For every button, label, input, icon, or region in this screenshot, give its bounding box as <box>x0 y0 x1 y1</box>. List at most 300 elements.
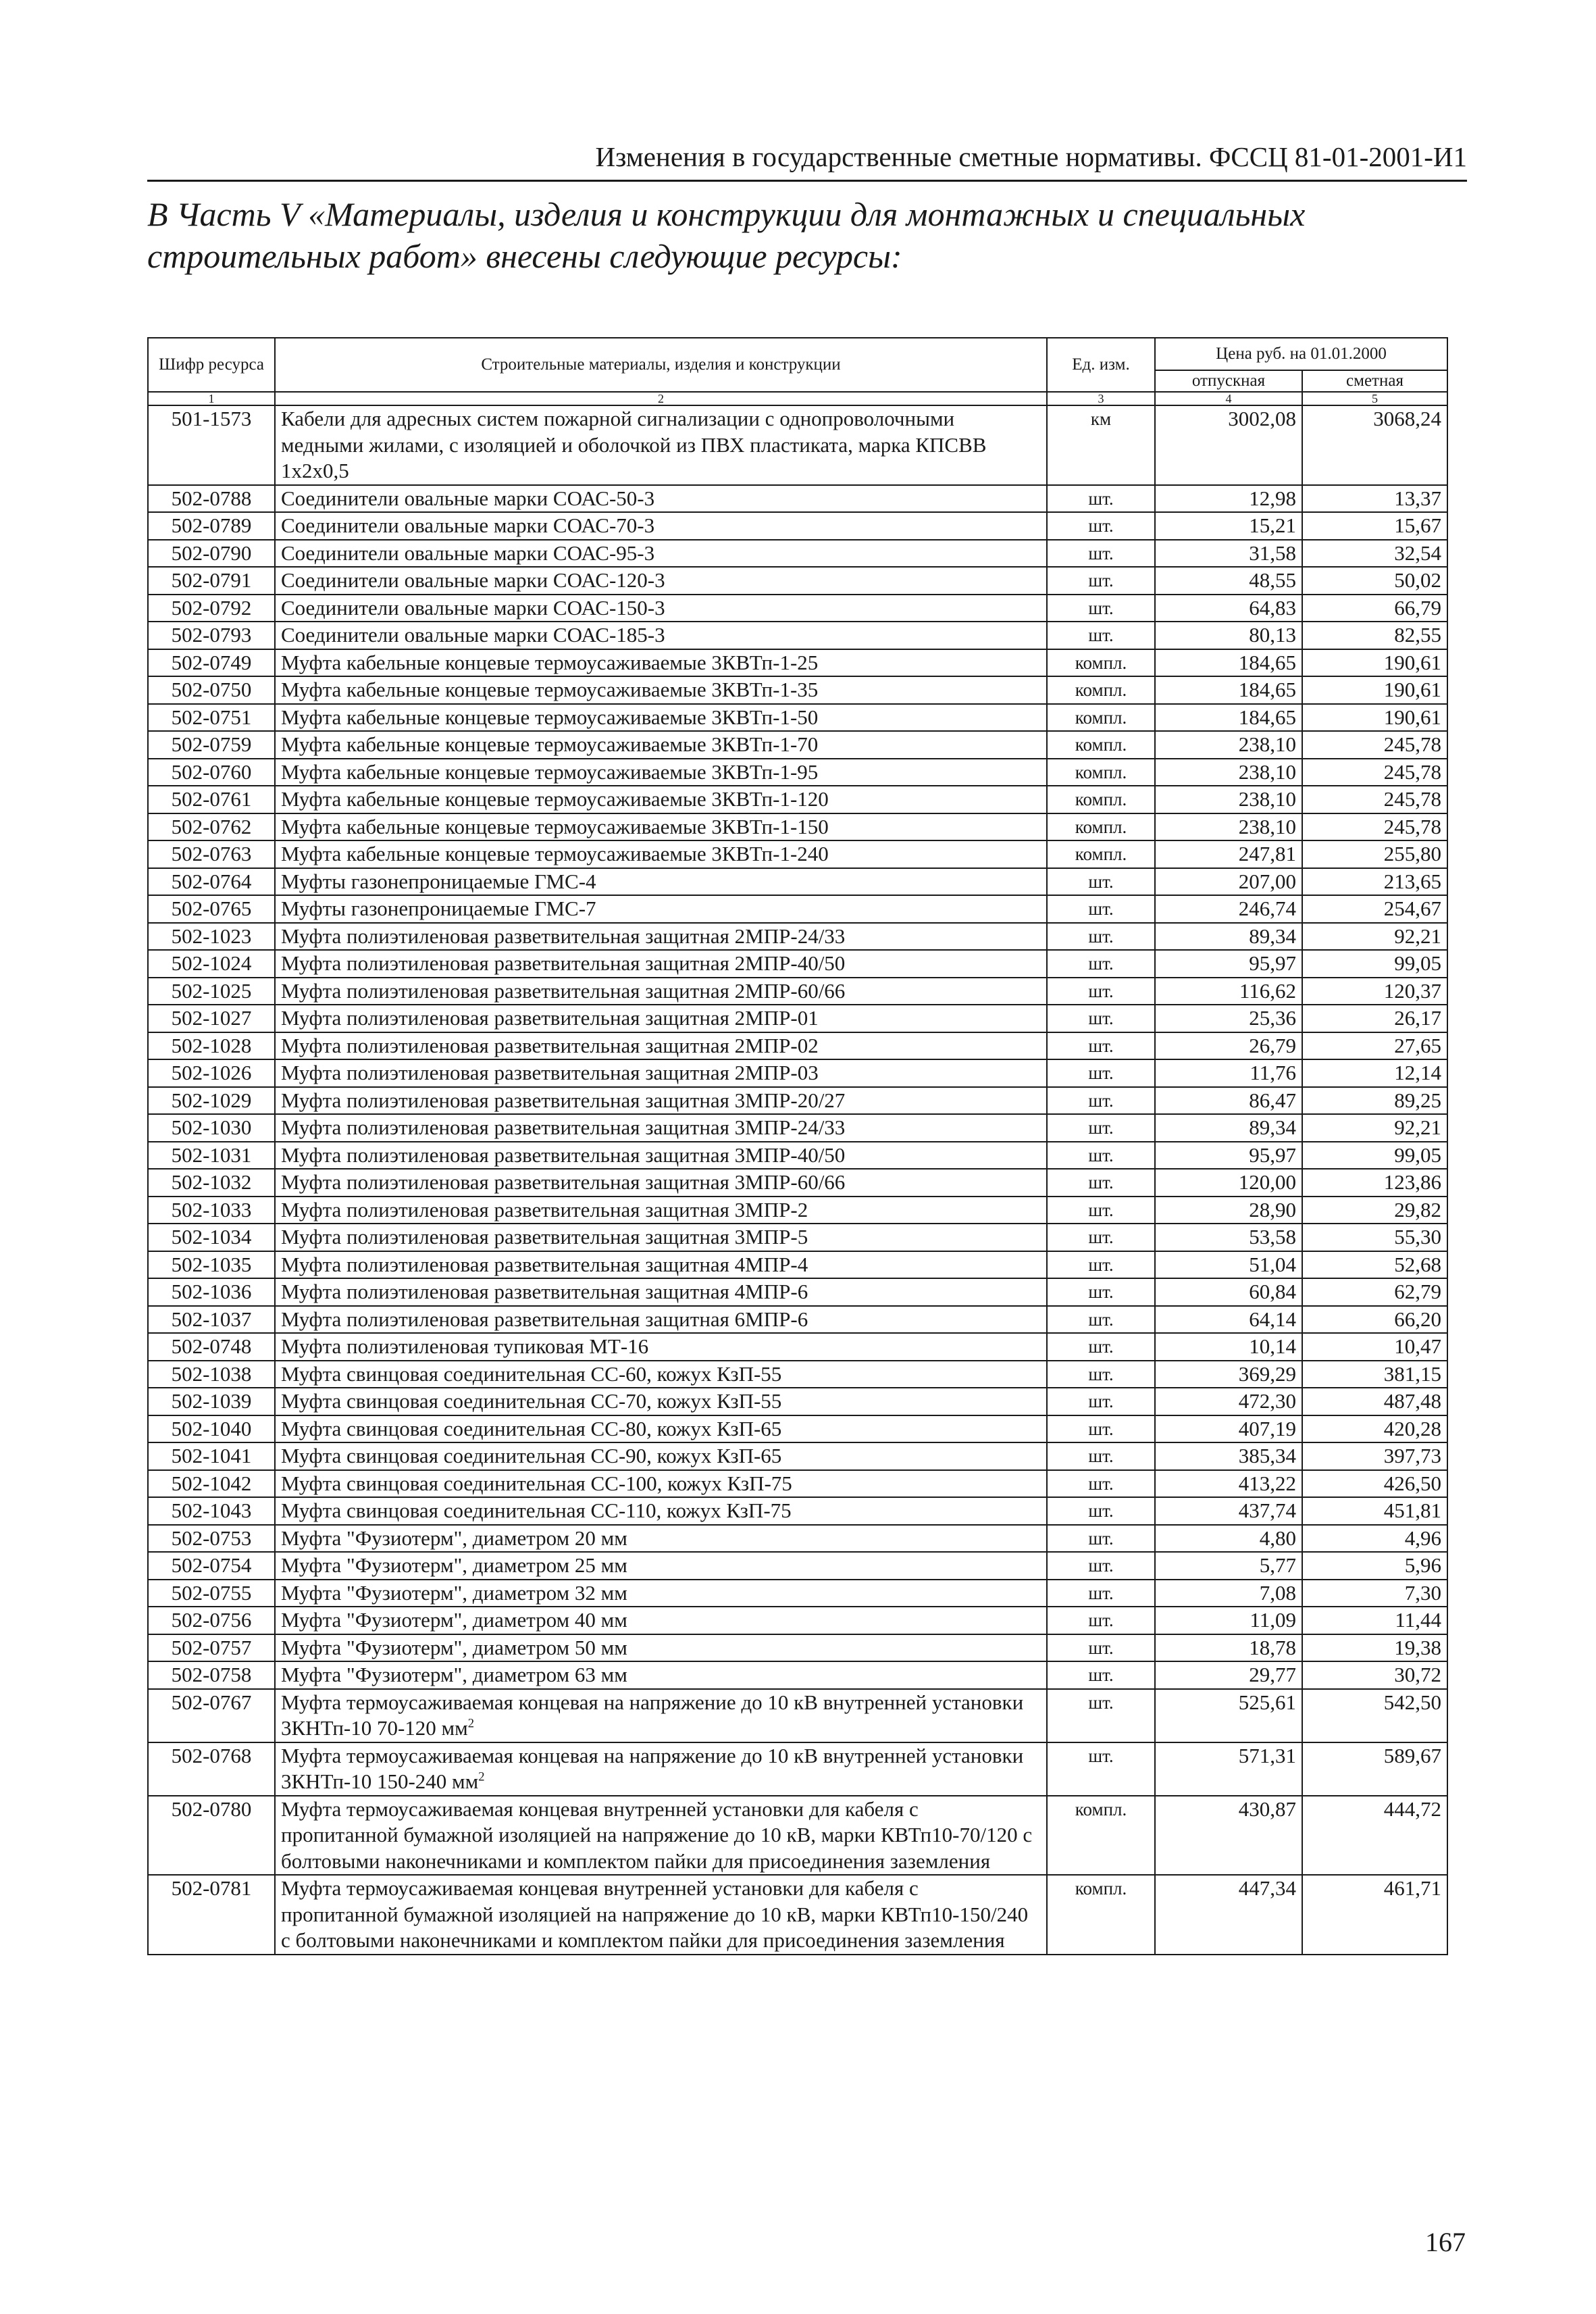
cell-unit: шт. <box>1047 540 1155 568</box>
cell-code: 502-1027 <box>148 1005 275 1032</box>
cell-code: 502-1037 <box>148 1306 275 1334</box>
cell-name: Муфта полиэтиленовая разветвительная защитная 2МПР-24/33 <box>275 923 1047 951</box>
table-row <box>148 485 1447 513</box>
cell-code: 502-0788 <box>148 485 275 513</box>
cell-price-estimate: 99,05 <box>1302 1142 1447 1169</box>
cell-price-release: 10,14 <box>1155 1333 1302 1361</box>
table-row <box>148 1197 1447 1224</box>
cell-code: 502-1029 <box>148 1087 275 1115</box>
cell-price-estimate: 32,54 <box>1302 540 1447 568</box>
cell-price-estimate: 27,65 <box>1302 1032 1447 1060</box>
table-row <box>148 1552 1447 1580</box>
col-number: 5 <box>1302 392 1447 405</box>
table-row <box>148 622 1447 649</box>
cell-code: 502-0762 <box>148 813 275 841</box>
cell-name: Муфта кабельные концевые термоусаживаемые 3КВТп-1-35 <box>275 676 1047 704</box>
cell-unit: шт. <box>1047 1689 1155 1742</box>
cell-name: Соединители овальные марки СОАС-150-3 <box>275 595 1047 622</box>
cell-price-release: 25,36 <box>1155 1005 1302 1032</box>
table-row <box>148 1333 1447 1361</box>
cell-price-release: 95,97 <box>1155 950 1302 978</box>
cell-unit: шт. <box>1047 1224 1155 1251</box>
cell-price-estimate: 254,67 <box>1302 895 1447 923</box>
cell-unit: шт. <box>1047 512 1155 540</box>
cell-name: Муфта кабельные концевые термоусаживаемые 3КВТп-1-50 <box>275 704 1047 732</box>
cell-price-release: 207,00 <box>1155 868 1302 896</box>
cell-name: Муфта полиэтиленовая разветвительная защитная 6МПР-6 <box>275 1306 1047 1334</box>
cell-price-release: 12,98 <box>1155 485 1302 513</box>
cell-name: Муфта полиэтиленовая разветвительная защитная 3МПР-2 <box>275 1197 1047 1224</box>
table-row <box>148 649 1447 677</box>
table-row <box>148 978 1447 1005</box>
cell-unit: шт. <box>1047 1525 1155 1553</box>
cell-name: Муфта "Фузиотерм", диаметром 20 мм <box>275 1525 1047 1553</box>
table-row <box>148 1169 1447 1197</box>
cell-name: Муфта полиэтиленовая разветвительная защитная 2МПР-02 <box>275 1032 1047 1060</box>
cell-unit: шт. <box>1047 1497 1155 1525</box>
cell-price-estimate: 11,44 <box>1302 1607 1447 1634</box>
cell-unit: шт. <box>1047 1470 1155 1498</box>
table-row <box>148 1251 1447 1279</box>
cell-name: Муфта термоусаживаемая концевая на напряжение до 10 кВ внутренней установки 3КНТп-10 70-120 $мм^2$ <box>275 1689 1047 1742</box>
cell-price-estimate: 55,30 <box>1302 1224 1447 1251</box>
cell-price-release: 437,74 <box>1155 1497 1302 1525</box>
table-row <box>148 1634 1447 1662</box>
cell-name: Муфта полиэтиленовая разветвительная защитная 3МПР-24/33 <box>275 1114 1047 1142</box>
cell-name: Соединители овальные марки СОАС-50-3 <box>275 485 1047 513</box>
cell-unit: шт. <box>1047 1032 1155 1060</box>
cell-code: 502-0758 <box>148 1661 275 1689</box>
col-number: 1 <box>148 392 275 405</box>
cell-unit: шт. <box>1047 1742 1155 1796</box>
cell-unit: шт. <box>1047 1251 1155 1279</box>
table-row <box>148 759 1447 786</box>
cell-code: 502-0753 <box>148 1525 275 1553</box>
table-row <box>148 1525 1447 1553</box>
cell-name: Муфта полиэтиленовая разветвительная защитная 3МПР-60/66 <box>275 1169 1047 1197</box>
col-header-price-group: Цена руб. на 01.01.2000 <box>1155 338 1447 370</box>
cell-price-release: 28,90 <box>1155 1197 1302 1224</box>
cell-price-estimate: 120,37 <box>1302 978 1447 1005</box>
cell-price-estimate: 19,38 <box>1302 1634 1447 1662</box>
cell-name: Муфты газонепроницаемые ГМС-4 <box>275 868 1047 896</box>
cell-price-estimate: 29,82 <box>1302 1197 1447 1224</box>
table-row <box>148 840 1447 868</box>
table-row <box>148 1114 1447 1142</box>
cell-price-release: 89,34 <box>1155 1114 1302 1142</box>
cell-name: Муфта свинцовая соединительная СС-110, кожух КзП-75 <box>275 1497 1047 1525</box>
resources-table <box>147 337 1448 1955</box>
cell-code: 502-0780 <box>148 1796 275 1876</box>
cell-price-estimate: 451,81 <box>1302 1497 1447 1525</box>
cell-unit: шт. <box>1047 1169 1155 1197</box>
cell-name: Соединители овальные марки СОАС-185-3 <box>275 622 1047 649</box>
cell-name: Муфта кабельные концевые термоусаживаемые 3КВТп-1-240 <box>275 840 1047 868</box>
cell-code: 502-1030 <box>148 1114 275 1142</box>
table-row <box>148 1005 1447 1032</box>
table-row <box>148 786 1447 813</box>
cell-unit: шт. <box>1047 595 1155 622</box>
cell-code: 502-1040 <box>148 1415 275 1443</box>
page-number: 167 <box>1425 2227 1466 2257</box>
cell-price-estimate: 89,25 <box>1302 1087 1447 1115</box>
cell-unit: компл. <box>1047 1875 1155 1955</box>
cell-price-release: 247,81 <box>1155 840 1302 868</box>
cell-code: 502-1036 <box>148 1278 275 1306</box>
cell-price-estimate: 190,61 <box>1302 704 1447 732</box>
cell-price-release: 18,78 <box>1155 1634 1302 1662</box>
cell-price-estimate: 3068,24 <box>1302 405 1447 485</box>
cell-unit: шт. <box>1047 868 1155 896</box>
cell-code: 502-0790 <box>148 540 275 568</box>
cell-code: 502-0781 <box>148 1875 275 1955</box>
table-row <box>148 923 1447 951</box>
cell-price-estimate: 123,86 <box>1302 1169 1447 1197</box>
cell-name: Муфта кабельные концевые термоусаживаемые 3КВТп-1-150 <box>275 813 1047 841</box>
cell-price-estimate: 444,72 <box>1302 1796 1447 1876</box>
cell-price-release: 369,29 <box>1155 1361 1302 1388</box>
cell-code: 502-1023 <box>148 923 275 951</box>
table-row <box>148 595 1447 622</box>
cell-code: 502-1032 <box>148 1169 275 1197</box>
cell-price-estimate: 99,05 <box>1302 950 1447 978</box>
cell-unit: компл. <box>1047 813 1155 841</box>
cell-name: Муфта кабельные концевые термоусаживаемые 3КВТп-1-120 <box>275 786 1047 813</box>
table-row <box>148 1689 1447 1742</box>
table-body <box>148 405 1447 1955</box>
cell-unit: компл. <box>1047 840 1155 868</box>
cell-unit: шт. <box>1047 485 1155 513</box>
cell-price-release: 571,31 <box>1155 1742 1302 1796</box>
cell-name: Муфта "Фузиотерм", диаметром 63 мм <box>275 1661 1047 1689</box>
cell-price-release: 31,58 <box>1155 540 1302 568</box>
cell-unit: шт. <box>1047 1388 1155 1415</box>
table-row <box>148 540 1447 568</box>
col-header-unit: Ед. изм. <box>1047 338 1155 392</box>
cell-code: 502-0748 <box>148 1333 275 1361</box>
cell-unit: шт. <box>1047 1607 1155 1634</box>
cell-name: Муфты газонепроницаемые ГМС-7 <box>275 895 1047 923</box>
cell-price-estimate: 426,50 <box>1302 1470 1447 1498</box>
cell-name: Муфта "Фузиотерм", диаметром 32 мм <box>275 1580 1047 1607</box>
table-row <box>148 950 1447 978</box>
cell-code: 502-1031 <box>148 1142 275 1169</box>
cell-code: 502-1039 <box>148 1388 275 1415</box>
cell-price-release: 86,47 <box>1155 1087 1302 1115</box>
cell-price-estimate: 461,71 <box>1302 1875 1447 1955</box>
cell-price-estimate: 26,17 <box>1302 1005 1447 1032</box>
table-row <box>148 1361 1447 1388</box>
cell-name: Муфта полиэтиленовая разветвительная защитная 2МПР-03 <box>275 1059 1047 1087</box>
cell-unit: шт. <box>1047 1634 1155 1662</box>
cell-unit: шт. <box>1047 622 1155 649</box>
col-number: 2 <box>275 392 1047 405</box>
cell-unit: шт. <box>1047 895 1155 923</box>
cell-unit: шт. <box>1047 978 1155 1005</box>
cell-price-release: 48,55 <box>1155 567 1302 595</box>
table-row <box>148 731 1447 759</box>
cell-price-estimate: 15,67 <box>1302 512 1447 540</box>
cell-price-estimate: 245,78 <box>1302 813 1447 841</box>
cell-code: 502-1043 <box>148 1497 275 1525</box>
cell-price-release: 447,34 <box>1155 1875 1302 1955</box>
cell-price-estimate: 381,15 <box>1302 1361 1447 1388</box>
cell-name: Соединители овальные марки СОАС-120-3 <box>275 567 1047 595</box>
cell-price-release: 184,65 <box>1155 704 1302 732</box>
cell-price-release: 184,65 <box>1155 649 1302 677</box>
cell-price-estimate: 12,14 <box>1302 1059 1447 1087</box>
cell-unit: шт. <box>1047 1415 1155 1443</box>
cell-code: 502-0750 <box>148 676 275 704</box>
cell-price-estimate: 245,78 <box>1302 759 1447 786</box>
cell-price-release: 184,65 <box>1155 676 1302 704</box>
cell-name: Кабели для адресных систем пожарной сигнализации с однопроволочными медными жилами, с изоляцией и оболочкой из ПВХ пластиката, марка КПСВВ 1х2х0,5 <box>275 405 1047 485</box>
cell-price-estimate: 420,28 <box>1302 1415 1447 1443</box>
cell-code: 502-1035 <box>148 1251 275 1279</box>
cell-unit: шт. <box>1047 1442 1155 1470</box>
cell-price-release: 238,10 <box>1155 759 1302 786</box>
cell-code: 502-0765 <box>148 895 275 923</box>
cell-price-release: 407,19 <box>1155 1415 1302 1443</box>
table-row <box>148 1278 1447 1306</box>
cell-price-release: 64,83 <box>1155 595 1302 622</box>
header-rule <box>147 180 1467 182</box>
table-row <box>148 895 1447 923</box>
cell-price-release: 116,62 <box>1155 978 1302 1005</box>
cell-price-release: 238,10 <box>1155 731 1302 759</box>
cell-name: Муфта термоусаживаемая концевая внутренней установки для кабеля с пропитанной бумажной изоляцией на напряжение до 10 кВ, марки КВТп10-150/240 с болтовыми наконечниками и комплектом пайки для присоединения заземления <box>275 1875 1047 1955</box>
cell-price-release: 472,30 <box>1155 1388 1302 1415</box>
table-row <box>148 1415 1447 1443</box>
cell-price-release: 3002,08 <box>1155 405 1302 485</box>
cell-name: Муфта свинцовая соединительная СС-90, кожух КзП-65 <box>275 1442 1047 1470</box>
cell-name: Муфта кабельные концевые термоусаживаемые 3КВТп-1-95 <box>275 759 1047 786</box>
cell-name: Муфта полиэтиленовая разветвительная защитная 4МПР-4 <box>275 1251 1047 1279</box>
cell-price-estimate: 30,72 <box>1302 1661 1447 1689</box>
col-number: 4 <box>1155 392 1302 405</box>
cell-code: 502-1024 <box>148 950 275 978</box>
cell-code: 502-0757 <box>148 1634 275 1662</box>
table-row <box>148 1470 1447 1498</box>
cell-unit: шт. <box>1047 1306 1155 1334</box>
cell-unit: шт. <box>1047 1087 1155 1115</box>
cell-unit: компл. <box>1047 786 1155 813</box>
table-row <box>148 405 1447 485</box>
cell-price-estimate: 487,48 <box>1302 1388 1447 1415</box>
cell-price-estimate: 255,80 <box>1302 840 1447 868</box>
cell-price-estimate: 190,61 <box>1302 649 1447 677</box>
cell-name: Муфта полиэтиленовая разветвительная защитная 3МПР-20/27 <box>275 1087 1047 1115</box>
table-row <box>148 1306 1447 1334</box>
cell-price-release: 385,34 <box>1155 1442 1302 1470</box>
table-row <box>148 1580 1447 1607</box>
col-header-code: Шифр ресурса <box>148 338 275 392</box>
cell-code: 502-1028 <box>148 1032 275 1060</box>
cell-name: Муфта полиэтиленовая тупиковая МТ-16 <box>275 1333 1047 1361</box>
cell-price-release: 53,58 <box>1155 1224 1302 1251</box>
cell-name: Муфта свинцовая соединительная СС-100, кожух КзП-75 <box>275 1470 1047 1498</box>
cell-name: Муфта кабельные концевые термоусаживаемые 3КВТп-1-25 <box>275 649 1047 677</box>
cell-price-release: 80,13 <box>1155 622 1302 649</box>
cell-price-release: 238,10 <box>1155 813 1302 841</box>
cell-price-estimate: 92,21 <box>1302 923 1447 951</box>
cell-price-release: 15,21 <box>1155 512 1302 540</box>
cell-price-estimate: 50,02 <box>1302 567 1447 595</box>
cell-code: 502-0763 <box>148 840 275 868</box>
cell-code: 502-0789 <box>148 512 275 540</box>
cell-price-release: 120,00 <box>1155 1169 1302 1197</box>
intro-paragraph: В Часть V «Материалы, изделия и конструкции для монтажных и специальных строительных работ» внесены следующие ресурсы: <box>147 195 1306 275</box>
cell-unit: шт. <box>1047 1059 1155 1087</box>
table-row <box>148 1032 1447 1060</box>
cell-name: Муфта полиэтиленовая разветвительная защитная 2МПР-60/66 <box>275 978 1047 1005</box>
cell-code: 502-0791 <box>148 567 275 595</box>
cell-unit: шт. <box>1047 1142 1155 1169</box>
cell-price-release: 51,04 <box>1155 1251 1302 1279</box>
cell-price-estimate: 5,96 <box>1302 1552 1447 1580</box>
table-row <box>148 567 1447 595</box>
cell-price-release: 413,22 <box>1155 1470 1302 1498</box>
table-row <box>148 704 1447 732</box>
cell-price-estimate: 4,96 <box>1302 1525 1447 1553</box>
table-row <box>148 1087 1447 1115</box>
cell-name: Муфта свинцовая соединительная СС-60, кожух КзП-55 <box>275 1361 1047 1388</box>
cell-name: Соединители овальные марки СОАС-95-3 <box>275 540 1047 568</box>
cell-price-estimate: 10,47 <box>1302 1333 1447 1361</box>
cell-price-estimate: 542,50 <box>1302 1689 1447 1742</box>
cell-name: Муфта свинцовая соединительная СС-80, кожух КзП-65 <box>275 1415 1047 1443</box>
cell-name: Муфта "Фузиотерм", диаметром 50 мм <box>275 1634 1047 1662</box>
cell-price-release: 26,79 <box>1155 1032 1302 1060</box>
cell-price-estimate: 589,67 <box>1302 1742 1447 1796</box>
cell-price-estimate: 213,65 <box>1302 868 1447 896</box>
col-header-price-release: отпускная <box>1155 370 1302 392</box>
cell-name: Муфта полиэтиленовая разветвительная защитная 3МПР-40/50 <box>275 1142 1047 1169</box>
cell-price-estimate: 7,30 <box>1302 1580 1447 1607</box>
cell-unit: компл. <box>1047 676 1155 704</box>
col-header-price-estimate: сметная <box>1302 370 1447 392</box>
cell-name: Муфта полиэтиленовая разветвительная защитная 4МПР-6 <box>275 1278 1047 1306</box>
superscript: 2 <box>467 1716 475 1731</box>
cell-price-estimate: 92,21 <box>1302 1114 1447 1142</box>
cell-name: Муфта полиэтиленовая разветвительная защитная 2МПР-01 <box>275 1005 1047 1032</box>
cell-code: 502-0751 <box>148 704 275 732</box>
cell-price-estimate: 66,79 <box>1302 595 1447 622</box>
cell-price-estimate: 245,78 <box>1302 786 1447 813</box>
cell-unit: шт. <box>1047 1361 1155 1388</box>
cell-name: Муфта термоусаживаемая концевая внутренней установки для кабеля с пропитанной бумажной изоляцией на напряжение до 10 кВ, марки КВТп10-70/120 с болтовыми наконечниками и комплектом пайки для присоединения заземления <box>275 1796 1047 1876</box>
cell-price-release: 29,77 <box>1155 1661 1302 1689</box>
table-row <box>148 1742 1447 1796</box>
cell-price-estimate: 245,78 <box>1302 731 1447 759</box>
cell-unit: шт. <box>1047 1552 1155 1580</box>
cell-code: 501-1573 <box>148 405 275 485</box>
cell-code: 502-0749 <box>148 649 275 677</box>
cell-unit: компл. <box>1047 649 1155 677</box>
cell-unit: шт. <box>1047 1661 1155 1689</box>
cell-price-release: 525,61 <box>1155 1689 1302 1742</box>
table-row <box>148 1607 1447 1634</box>
running-header: Изменения в государственные сметные нормативы. ФССЦ 81-01-2001-И1 <box>595 141 1467 172</box>
table-row <box>148 1796 1447 1876</box>
cell-price-release: 95,97 <box>1155 1142 1302 1169</box>
cell-unit: компл. <box>1047 1796 1155 1876</box>
cell-code: 502-0759 <box>148 731 275 759</box>
cell-code: 502-1025 <box>148 978 275 1005</box>
cell-name: Соединители овальные марки СОАС-70-3 <box>275 512 1047 540</box>
cell-price-release: 60,84 <box>1155 1278 1302 1306</box>
cell-code: 502-1041 <box>148 1442 275 1470</box>
cell-price-release: 89,34 <box>1155 923 1302 951</box>
cell-unit: шт. <box>1047 950 1155 978</box>
cell-price-release: 5,77 <box>1155 1552 1302 1580</box>
cell-name: Муфта термоусаживаемая концевая на напряжение до 10 кВ внутренней установки 3КНТп-10 150-240 $мм^2$ <box>275 1742 1047 1796</box>
cell-name: Муфта кабельные концевые термоусаживаемые 3КВТп-1-70 <box>275 731 1047 759</box>
cell-code: 502-0761 <box>148 786 275 813</box>
cell-unit: км <box>1047 405 1155 485</box>
cell-price-estimate: 13,37 <box>1302 485 1447 513</box>
cell-unit: компл. <box>1047 759 1155 786</box>
cell-code: 502-0793 <box>148 622 275 649</box>
cell-unit: шт. <box>1047 1333 1155 1361</box>
table-row <box>148 1875 1447 1955</box>
table-row <box>148 1142 1447 1169</box>
col-header-name: Строительные материалы, изделия и конструкции <box>275 338 1047 392</box>
cell-code: 502-1042 <box>148 1470 275 1498</box>
cell-price-release: 7,08 <box>1155 1580 1302 1607</box>
cell-unit: шт. <box>1047 1278 1155 1306</box>
cell-price-estimate: 62,79 <box>1302 1278 1447 1306</box>
cell-code: 502-0755 <box>148 1580 275 1607</box>
table-row <box>148 813 1447 841</box>
cell-price-release: 246,74 <box>1155 895 1302 923</box>
cell-unit: компл. <box>1047 704 1155 732</box>
cell-price-estimate: 66,20 <box>1302 1306 1447 1334</box>
cell-name: Муфта свинцовая соединительная СС-70, кожух КзП-55 <box>275 1388 1047 1415</box>
table-row <box>148 512 1447 540</box>
cell-name: Муфта "Фузиотерм", диаметром 25 мм <box>275 1552 1047 1580</box>
cell-unit: компл. <box>1047 731 1155 759</box>
table-row <box>148 676 1447 704</box>
cell-price-release: 4,80 <box>1155 1525 1302 1553</box>
cell-price-release: 238,10 <box>1155 786 1302 813</box>
cell-code: 502-0764 <box>148 868 275 896</box>
cell-name: Муфта полиэтиленовая разветвительная защитная 2МПР-40/50 <box>275 950 1047 978</box>
cell-unit: шт. <box>1047 567 1155 595</box>
col-number: 3 <box>1047 392 1155 405</box>
cell-code: 502-1026 <box>148 1059 275 1087</box>
cell-price-estimate: 190,61 <box>1302 676 1447 704</box>
cell-unit: шт. <box>1047 923 1155 951</box>
table-row <box>148 1661 1447 1689</box>
cell-price-estimate: 397,73 <box>1302 1442 1447 1470</box>
cell-price-release: 64,14 <box>1155 1306 1302 1334</box>
cell-code: 502-0754 <box>148 1552 275 1580</box>
cell-code: 502-0767 <box>148 1689 275 1742</box>
cell-code: 502-0792 <box>148 595 275 622</box>
cell-code: 502-1034 <box>148 1224 275 1251</box>
cell-price-release: 430,87 <box>1155 1796 1302 1876</box>
table-row <box>148 1388 1447 1415</box>
cell-code: 502-0760 <box>148 759 275 786</box>
cell-price-estimate: 52,68 <box>1302 1251 1447 1279</box>
table-row <box>148 868 1447 896</box>
cell-name: Муфта полиэтиленовая разветвительная защитная 3МПР-5 <box>275 1224 1047 1251</box>
cell-code: 502-1038 <box>148 1361 275 1388</box>
superscript: 2 <box>478 1769 485 1784</box>
table-row <box>148 1497 1447 1525</box>
cell-unit: шт. <box>1047 1005 1155 1032</box>
